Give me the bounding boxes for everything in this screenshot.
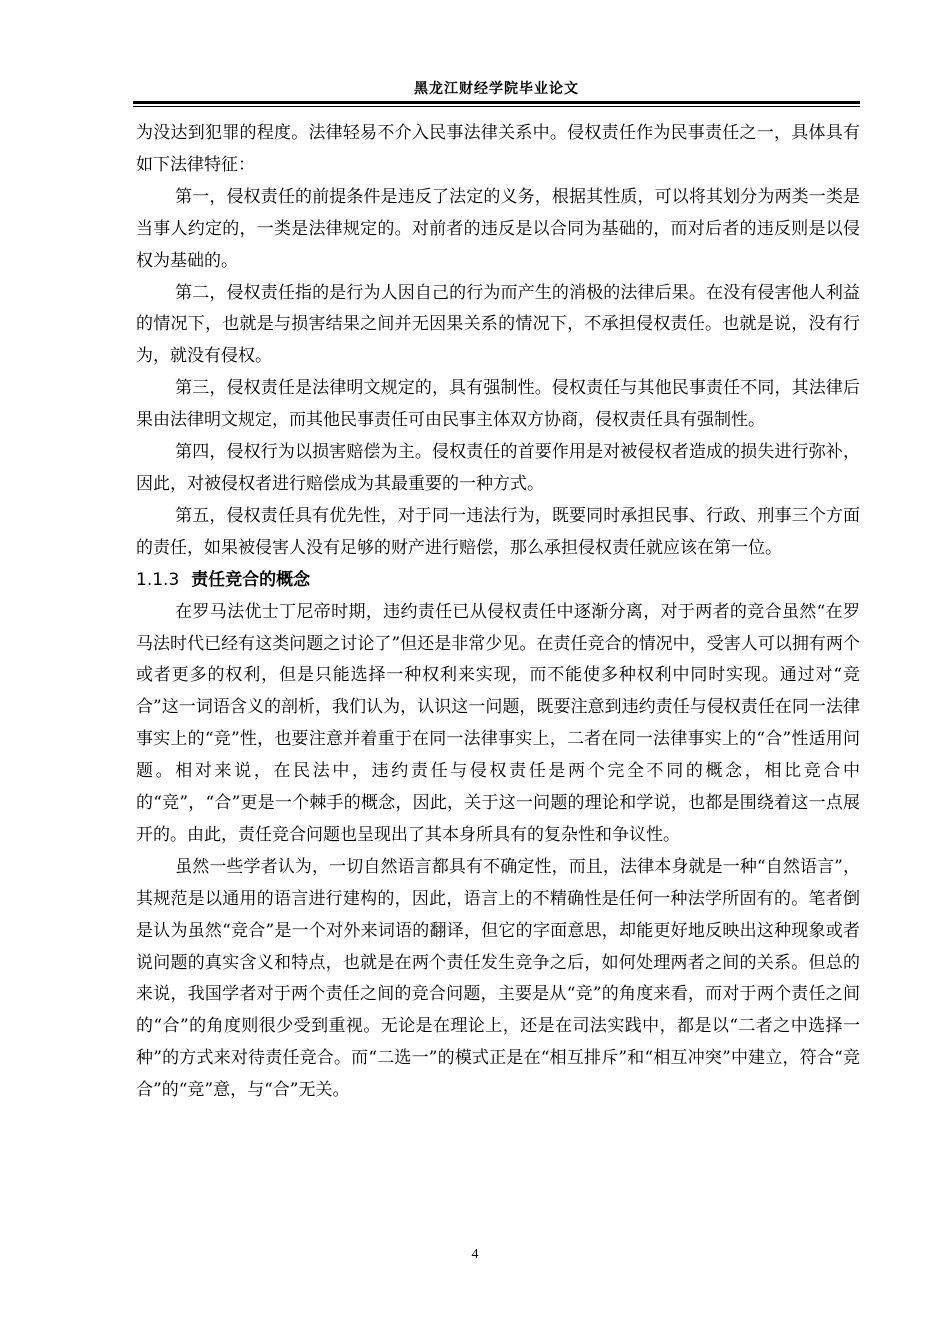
paragraph-feature-1: 第一，侵权责任的前提条件是违反了法定的义务，根据其性质，可以将其划分为两类一类是当事人约定的，一类是法律规定的。对前者的违反是以合同为基础的，而对后者的违反则是以侵权为基础的。: [136, 186, 860, 271]
section-title: 责任竞合的概念: [191, 569, 311, 590]
paragraph-feature-5: 第五，侵权责任具有优先性，对于同一违法行为，既要同时承担民事、行政、刑事三个方面的责任，如果被侵害人没有足够的财产进行赔偿，那么承担侵权责任就应该在第一位。: [136, 505, 860, 558]
paragraph-feature-2: 第二，侵权责任指的是行为人因自己的行为而产生的消极的法律后果。在没有侵害他人利益的情况下，也就是与损害结果之间并无因果关系的情况下，不承担侵权责任。也就是说，没有行为，就没有侵权。: [136, 282, 860, 367]
paragraph-feature-4: 第四，侵权行为以损害赔偿为主。侵权责任的首要作用是对被侵权者造成的损失进行弥补，因此，对被侵权者进行赔偿成为其最重要的一种方式。: [136, 442, 860, 494]
header-rule-thin: [133, 106, 860, 107]
section-heading: [136, 565, 860, 597]
page-body: [136, 118, 860, 1107]
paragraph-concept-1: 在罗马法优士丁尼帝时期，违约责任已从侵权责任中逐渐分离，对于两者的竞合虽然“在罗马法时代已经有这类问题之讨论了”但还是非常少见。在责任竞合的情况中，受害人可以拥有两个或者更多的权利，但是只能选择一种权利来实现，而不能使多种权利中同时实现。通过对“竞合”这一词语含义的剖析，我们认为，认识这一问题，既要注意到违约责任与侵权责任在同一法律事实上的“竞”性，也要注意并着重于在同一法律事实上，二者在同一法律事实上的“合”性适用问题。相对来说，在民法中，违约责任与侵权责任是两个完全不同的概念，相比竞合中的“竞”，“合”更是一个棘手的概念，因此，关于这一问题的理论和学说，也都是围绕着这一点展开的。由此，责任竞合问题也呈现出了其本身所具有的复杂性和争议性。: [136, 601, 860, 845]
paragraph-continued: 为没达到犯罪的程度。法律轻易不介入民事法律关系中。侵权责任作为民事责任之一，具体具有如下法律特征：: [136, 123, 860, 175]
section-number: 1.1.3: [136, 569, 180, 590]
running-header: 黑龙江财经学院毕业论文: [414, 81, 579, 97]
paragraph-concept-2: 虽然一些学者认为，一切自然语言都具有不确定性，而且，法律本身就是一种“自然语言”，其规范是以通用的语言进行建构的，因此，语言上的不精确性是任何一种法学所固有的。笔者倒是认为虽然“竞合”是一个对外来词语的翻译，但它的字面意思，却能更好地反映出这种现象或者说问题的真实含义和特点，也就是在两个责任发生竞争之后，如何处理两者之间的关系。但总的来说，我国学者对于两个责任之间的竞合问题，主要是从“竞”的角度来看，而对于两个责任之间的“合”的角度则很少受到重视。无论是在理论上，还是在司法实践中，都是以“二者之中选择一种”的方式来对待责任竞合。而“二选一”的模式正是在“相互排斥”和“相互冲突”中建立，符合“竞合”的“竞”意，与“合”无关。: [136, 856, 860, 1101]
header-rule-thick: [133, 101, 860, 104]
paragraph-feature-3: 第三，侵权责任是法律明文规定的，具有强制性。侵权责任与其他民事责任不同，其法律后果由法律明文规定，而其他民事责任可由民事主体双方协商，侵权责任具有强制性。: [136, 378, 860, 431]
page-number: 4: [471, 1247, 479, 1262]
